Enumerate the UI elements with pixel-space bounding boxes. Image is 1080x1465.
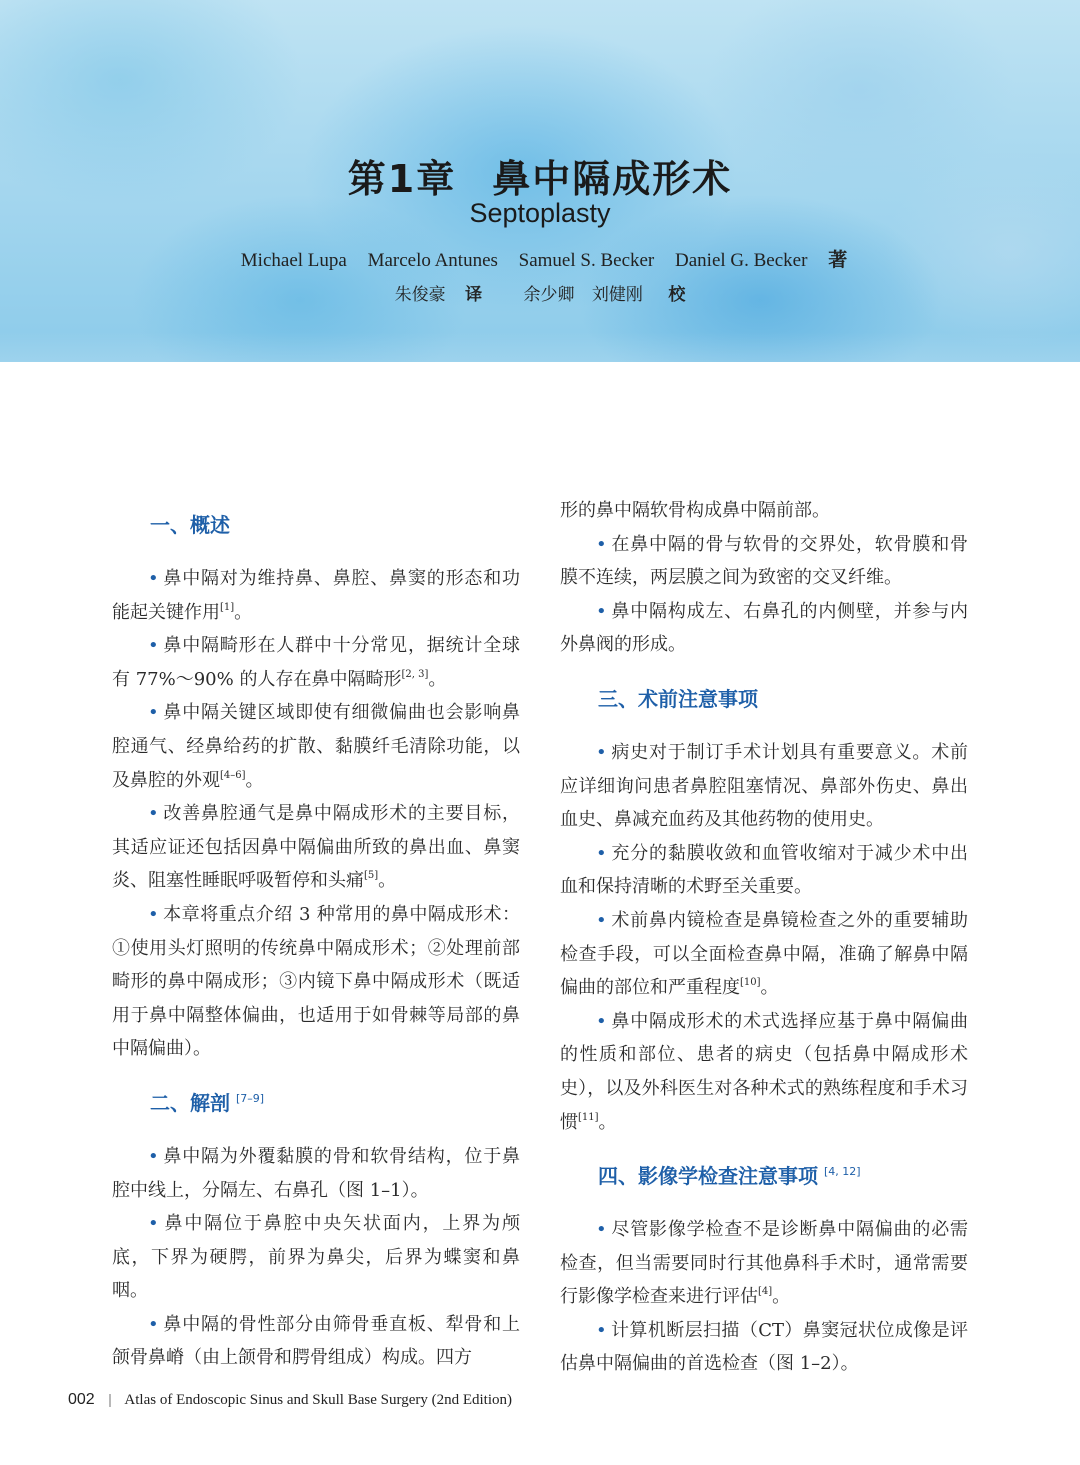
citation: [7–9] — [236, 1091, 265, 1105]
reviewer-name: 刘健刚 — [591, 285, 643, 305]
bullet-icon: • — [596, 533, 607, 555]
citation: [4] — [758, 1286, 773, 1298]
bullet-icon: • — [148, 568, 159, 589]
bullet-icon: • — [148, 803, 159, 825]
bullet-icon: • — [148, 1145, 159, 1167]
chapter-title-en: Septoplasty — [469, 198, 611, 228]
section-heading-preoperative: 三、术前注意事项 — [598, 686, 758, 711]
paragraph: • 鼻中隔成形术的术式选择应基于鼻中隔偏曲的性质和部位、患者的病史（包括鼻中隔成形术史），以及外科医生对各种术式的熟练程度和手术习惯[11]。 — [560, 1010, 968, 1133]
section-heading-imaging: 四、影像学检查注意事项 [4, 12] — [598, 1164, 861, 1189]
book-title: Atlas of Endoscopic Sinus and Skull Base Surgery (2nd Edition) — [124, 1392, 513, 1408]
left-column — [112, 494, 520, 1375]
bullet-icon: • — [148, 702, 159, 724]
citation: [11] — [578, 1111, 599, 1123]
bullet-icon: • — [596, 1219, 607, 1241]
bullet-icon: • — [148, 1313, 159, 1335]
bullet-icon: • — [596, 909, 607, 931]
paragraph: • 病史对于制订手术计划具有重要意义。术前应详细询问患者鼻腔阻塞情况、鼻部外伤史、鼻出血史、鼻减充血药及其他药物的使用史。 — [560, 741, 968, 831]
author-line — [0, 245, 1080, 272]
chapter-title-cn: 第1章 鼻中隔成形术 — [347, 157, 733, 201]
paragraph: • 鼻中隔的骨性部分由筛骨垂直板、犁骨和上颌骨鼻嵴（由上颌骨和腭骨组成）构成。四方 — [112, 1313, 520, 1369]
paragraph-continued: 形的鼻中隔软骨构成鼻中隔前部。 — [560, 500, 830, 521]
translator-line — [0, 280, 1080, 305]
section-heading-anatomy: 二、解剖 [7–9] — [150, 1090, 265, 1115]
citation: [2, 3] — [401, 668, 429, 680]
translator-role: 译 — [465, 285, 483, 305]
page-number: 002 — [68, 1391, 95, 1408]
author-name: Michael Lupa — [240, 250, 347, 271]
chapter-header-banner — [0, 0, 1080, 362]
bullet-icon: • — [596, 600, 607, 622]
citation: [1] — [220, 601, 235, 613]
reviewer-role: 校 — [668, 285, 686, 305]
bullet-icon: • — [148, 635, 159, 657]
paragraph: • 鼻中隔构成左、右鼻孔的内侧壁，并参与内外鼻阀的形成。 — [560, 600, 968, 656]
bullet-icon: • — [148, 903, 159, 925]
paragraph: • 鼻中隔畸形在人群中十分常见，据统计全球有 77%～90% 的人存在鼻中隔畸形[2, 3]。 — [112, 635, 520, 690]
paragraph: • 在鼻中隔的骨与软骨的交界处，软骨膜和骨膜不连续，两层膜之间为致密的交叉纤维。 — [560, 533, 968, 589]
right-column — [560, 494, 968, 1381]
reviewer-name: 余少卿 — [523, 285, 575, 305]
citation: [4–6] — [220, 769, 246, 781]
section-heading-overview: 一、概述 — [150, 513, 230, 537]
paragraph: • 本章将重点介绍 3 种常用的鼻中隔成形术：①使用头灯照明的传统鼻中隔成形术；②处理前部畸形的鼻中隔成形；③内镜下鼻中隔成形术（既适用于鼻中隔整体偏曲，也适用于如骨棘等局部的鼻中隔偏曲）。 — [112, 903, 520, 1060]
paragraph: • 充分的黏膜收敛和血管收缩对于减少术中出血和保持清晰的术野至关重要。 — [560, 842, 968, 898]
author-role: 著 — [828, 249, 848, 271]
paragraph: • 术前鼻内镜检查是鼻镜检查之外的重要辅助检查手段，可以全面检查鼻中隔，准确了解鼻中隔偏曲的部位和严重程度[10]。 — [560, 909, 968, 999]
author-name: Daniel G. Becker — [675, 250, 808, 271]
author-name: Marcelo Antunes — [367, 250, 498, 271]
author-name: Samuel S. Becker — [518, 250, 655, 271]
bullet-icon: • — [596, 1010, 607, 1032]
citation: [4, 12] — [824, 1165, 861, 1179]
citation: [5] — [364, 870, 379, 882]
page-footer — [68, 1391, 512, 1409]
citation: [10] — [740, 977, 761, 989]
translator-name: 朱俊豪 — [394, 285, 446, 305]
bullet-icon: • — [596, 842, 607, 864]
footer-separator: | — [108, 1392, 112, 1408]
bullet-icon: • — [596, 741, 607, 763]
paragraph: • 鼻中隔为外覆黏膜的骨和软骨结构，位于鼻腔中线上，分隔左、右鼻孔（图 1–1）。 — [112, 1145, 520, 1201]
paragraph: • 尽管影像学检查不是诊断鼻中隔偏曲的必需检查，但当需要同时行其他鼻科手术时，通常需要行影像学检查来进行评估[4]。 — [560, 1219, 968, 1308]
paragraph: • 鼻中隔关键区域即使有细微偏曲也会影响鼻腔通气、经鼻给药的扩散、黏膜纤毛清除功能，以及鼻腔的外观[4–6]。 — [112, 702, 520, 791]
paragraph: • 鼻中隔位于鼻腔中央矢状面内，上界为颅底，下界为硬腭，前界为鼻尖，后界为蝶窦和鼻咽。 — [112, 1213, 520, 1302]
paragraph: • 计算机断层扫描（CT）鼻窦冠状位成像是评估鼻中隔偏曲的首选检查（图 1–2）。 — [560, 1319, 968, 1375]
bullet-icon: • — [596, 1319, 607, 1341]
paragraph: • 鼻中隔对为维持鼻、鼻腔、鼻窦的形态和功能起关键作用[1]。 — [112, 568, 520, 623]
bullet-icon: • — [148, 1213, 159, 1235]
paragraph: • 改善鼻腔通气是鼻中隔成形术的主要目标，其适应证还包括因鼻中隔偏曲所致的鼻出血、鼻窦炎、阻塞性睡眠呼吸暂停和头痛[5]。 — [112, 803, 520, 892]
